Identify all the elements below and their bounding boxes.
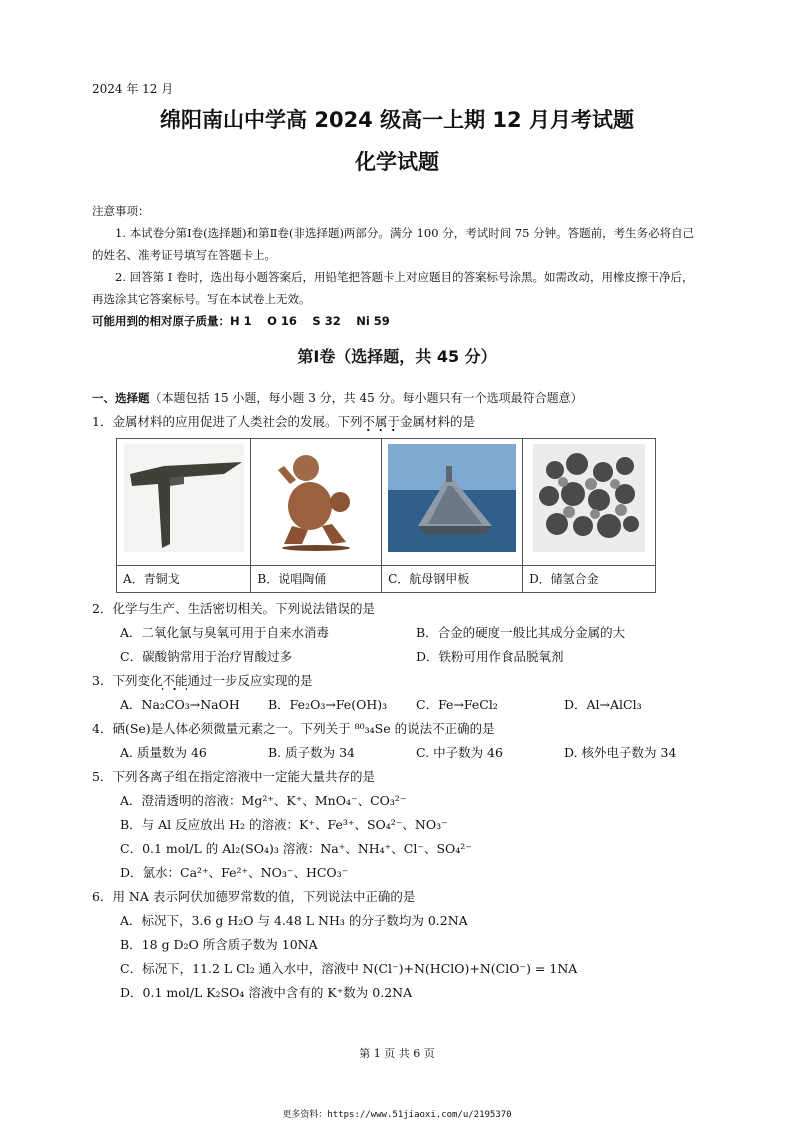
q3-stem-emphasis: 不能 (162, 673, 187, 691)
q1-image-c (382, 439, 523, 566)
aircraft-carrier-icon (388, 444, 516, 552)
more-resources-link[interactable]: 更多资料：https://www.51jiaoxi.com/u/2195370 (282, 1110, 512, 1120)
q5-option-a: A．澄清透明的溶液：Mg²⁺、K⁺、MnO₄⁻、CO₃²⁻ (120, 793, 407, 808)
notice-block (92, 200, 702, 332)
q1-stem-a: 1．金属材料的应用促进了人类社会的发展。下列 (92, 414, 363, 429)
q2-stem: 2．化学与生产、生活密切相关。下列说法错误的是 (92, 601, 375, 616)
q1-image-b (251, 439, 382, 566)
q1-label-a: A．青铜戈 (117, 566, 251, 593)
q4-option-d: D. 核外电子数为 34 (564, 745, 677, 760)
bronze-dagger-axe-icon (124, 444, 244, 552)
section-title: 第Ⅰ卷（选择题，共 45 分） (297, 347, 497, 366)
q6-stem: 6．用 NA 表示阿伏加德罗常数的值，下列说法中正确的是 (92, 889, 416, 904)
q1-image-a (117, 439, 251, 566)
q5-option-b: B．与 Al 反应放出 H₂ 的溶液：K⁺、Fe³⁺、SO₄²⁻、NO₃⁻ (120, 817, 448, 832)
q4-option-c: C. 中子数为 46 (416, 745, 503, 760)
q1-label-c: C．航母钢甲板 (382, 566, 523, 593)
q1-stem-b: 金属材料的是 (399, 414, 475, 429)
q2-option-d: D．铁粉可用作食品脱氧剂 (416, 649, 564, 664)
q6-option-d: D．0.1 mol/L K₂SO₄ 溶液中含有的 K⁺数为 0.2NA (120, 985, 413, 1000)
q1-label-b: B．说唱陶俑 (251, 566, 382, 593)
q6-option-c: C．标况下，11.2 L Cl₂ 通入水中，溶液中 N(Cl⁻)+N(HClO)+N(ClO⁻) = 1NA (120, 961, 578, 976)
q1-stem-emphasis: 不属于 (362, 414, 400, 432)
q2-option-b: B．合金的硬度一般比其成分金属的大 (416, 625, 626, 640)
q6-option-a: A．标况下，3.6 g H₂O 与 4.48 L NH₃ 的分子数均为 0.2NA (120, 913, 468, 928)
q4-stem: 4．硒(Se)是人体必须微量元素之一。下列关于 ⁸⁰₃₄Se 的说法不正确的是 (92, 721, 495, 736)
q3-options (92, 693, 712, 717)
q3-stem-b: 通过一步反应实现的是 (187, 673, 313, 688)
atomic-masses: 可能用到的相对原子质量：H 1 O 16 S 32 Ni 59 (92, 314, 390, 328)
q1-image-d (523, 439, 656, 566)
notice-heading: 注意事项： (92, 204, 150, 218)
q3-option-a: A．Na₂CO₃→NaOH (120, 697, 240, 712)
q4-options (92, 741, 712, 765)
section-intro-label: 一、选择题 (92, 391, 150, 405)
hydrogen-storage-alloy-icon (533, 444, 645, 552)
q3-option-c: C．Fe→FeCl₂ (416, 697, 498, 712)
section-intro (92, 386, 712, 410)
exam-title: 绵阳南山中学高 2024 级高一上期 12 月月考试题 (160, 108, 634, 132)
exam-subtitle: 化学试题 (355, 150, 439, 174)
q1-stem (92, 410, 712, 434)
section-intro-text: （本题包括 15 小题，每小题 3 分，共 45 分。每小题只有一个选项最符合题意） (149, 391, 583, 405)
pottery-figurine-icon (266, 444, 366, 552)
q6-option-b: B．18 g D₂O 所含质子数为 10NA (120, 937, 318, 952)
q2-option-c: C．碳酸钠常用于治疗胃酸过多 (120, 649, 293, 664)
q4-option-a: A. 质量数为 46 (120, 745, 207, 760)
q2-option-a: A．二氧化氯与臭氧可用于自来水消毒 (120, 625, 330, 640)
q3-stem-a: 3．下列变化 (92, 673, 163, 688)
notice-item-2: 2. 回答第 Ⅰ 卷时，选出每小题答案后，用铅笔把答题卡上对应题目的答案标号涂黑。如需改动，用橡皮擦干净后，再选涂其它答案标号。写在本试卷上无效。 (92, 270, 694, 306)
q5-option-d: D．氯水：Ca²⁺、Fe²⁺、NO₃⁻、HCO₃⁻ (120, 865, 349, 880)
page-number: 第 1 页 共 6 页 (359, 1047, 435, 1060)
q1-label-d: D．储氢合金 (523, 566, 656, 593)
q5-stem: 5．下列各离子组在指定溶液中一定能大量共存的是 (92, 769, 375, 784)
exam-date: 2024 年 12 月 (92, 82, 174, 96)
q4-option-b: B. 质子数为 34 (268, 745, 356, 760)
q1-image-table (116, 438, 656, 593)
q3-stem (92, 669, 712, 693)
questions-area (92, 386, 712, 1005)
q3-option-d: D．Al→AlCl₃ (564, 697, 642, 712)
q2-options-row-2 (92, 645, 712, 669)
notice-item-1: 1. 本试卷分第Ⅰ卷(选择题)和第Ⅱ卷(非选择题)两部分。满分 100 分，考试时间 75 分钟。答题前，考生务必将自己的姓名、准考证号填写在答题卡上。 (92, 226, 695, 262)
q5-option-c: C．0.1 mol/L 的 Al₂(SO₄)₃ 溶液：Na⁺、NH₄⁺、Cl⁻、SO₄²⁻ (120, 841, 472, 856)
q2-options-row-1 (92, 621, 712, 645)
q3-option-b: B．Fe₂O₃→Fe(OH)₃ (268, 697, 388, 712)
